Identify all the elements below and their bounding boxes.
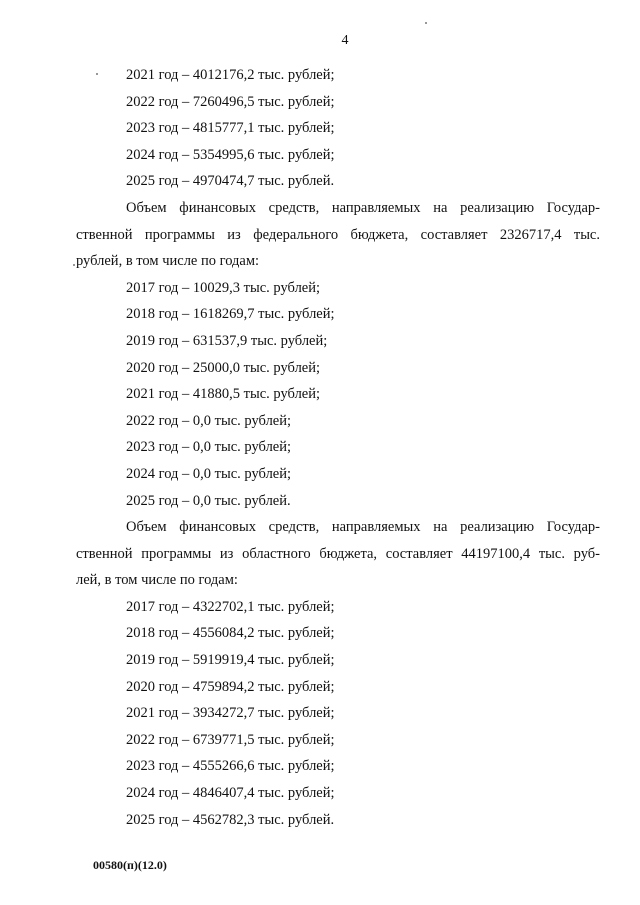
paragraph-line: Объем финансовых средств, направляемых на реализацию Государ- (126, 199, 600, 216)
list-item: 2024 год – 0,0 тыс. рублей; (126, 465, 292, 482)
list-item: 2022 год – 0,0 тыс. рублей; (126, 412, 292, 429)
paragraph-line: Объем финансовых средств, направляемых на реализацию Государ- (126, 519, 600, 536)
list-item: 2021 год – 41880,5 тыс. рублей; (126, 386, 321, 403)
list-item: 2017 год – 10029,3 тыс. рублей; (126, 279, 321, 296)
scan-speck (425, 22, 427, 24)
funding-list-regional (76, 594, 600, 833)
list-item: 2018 год – 4556084,2 тыс. рублей; (126, 625, 335, 642)
paragraph-line: ственной программы из областного бюджета, составляет 44197100,4 тыс. руб- (76, 545, 600, 562)
list-item: 2018 год – 1618269,7 тыс. рублей; (126, 306, 335, 323)
paragraph-line: рублей, в том числе по годам: (76, 253, 260, 270)
paragraph-federal-budget (76, 195, 600, 275)
list-item: 2021 год – 3934272,7 тыс. рублей; (126, 705, 335, 722)
list-item: 2017 год – 4322702,1 тыс. рублей; (126, 598, 335, 615)
scan-speck (96, 73, 98, 75)
list-item: 2019 год – 5919919,4 тыс. рублей; (126, 652, 335, 669)
list-item: 2021 год – 4012176,2 тыс. рублей; (126, 67, 335, 83)
funding-list-total (76, 62, 600, 195)
paragraph-regional-budget (76, 514, 600, 594)
list-item: 2020 год – 25000,0 тыс. рублей; (126, 359, 321, 376)
list-item: 2019 год – 631537,9 тыс. рублей; (126, 332, 328, 349)
list-item: 2023 год – 4555266,6 тыс. рублей; (126, 758, 335, 775)
paragraph-line: лей, в том числе по годам: (76, 572, 238, 589)
page-number: 4 (341, 33, 349, 48)
list-item: 2020 год – 4759894,2 тыс. рублей; (126, 678, 335, 695)
list-item: 2022 год – 6739771,5 тыс. рублей; (126, 731, 335, 748)
list-item: 2025 год – 0,0 тыс. рублей. (126, 492, 291, 509)
list-item: 2023 год – 4815777,1 тыс. рублей; (126, 120, 335, 137)
list-item: 2025 год – 4562782,3 тыс. рублей. (126, 811, 335, 828)
list-item: 2025 год – 4970474,7 тыс. рублей. (126, 173, 335, 190)
paragraph-line: ственной программы из федерального бюджета, составляет 2326717,4 тыс. (76, 226, 600, 243)
scan-speck (73, 264, 75, 266)
list-item: 2022 год – 7260496,5 тыс. рублей; (126, 93, 335, 110)
funding-list-federal (76, 275, 600, 514)
list-item: 2024 год – 4846407,4 тыс. рублей; (126, 785, 335, 802)
list-item: 2023 год – 0,0 тыс. рублей; (126, 439, 292, 456)
document-body (76, 62, 600, 833)
list-item: 2024 год – 5354995,6 тыс. рублей; (126, 146, 335, 163)
document-code: 00580(п)(12.0) (93, 858, 167, 872)
